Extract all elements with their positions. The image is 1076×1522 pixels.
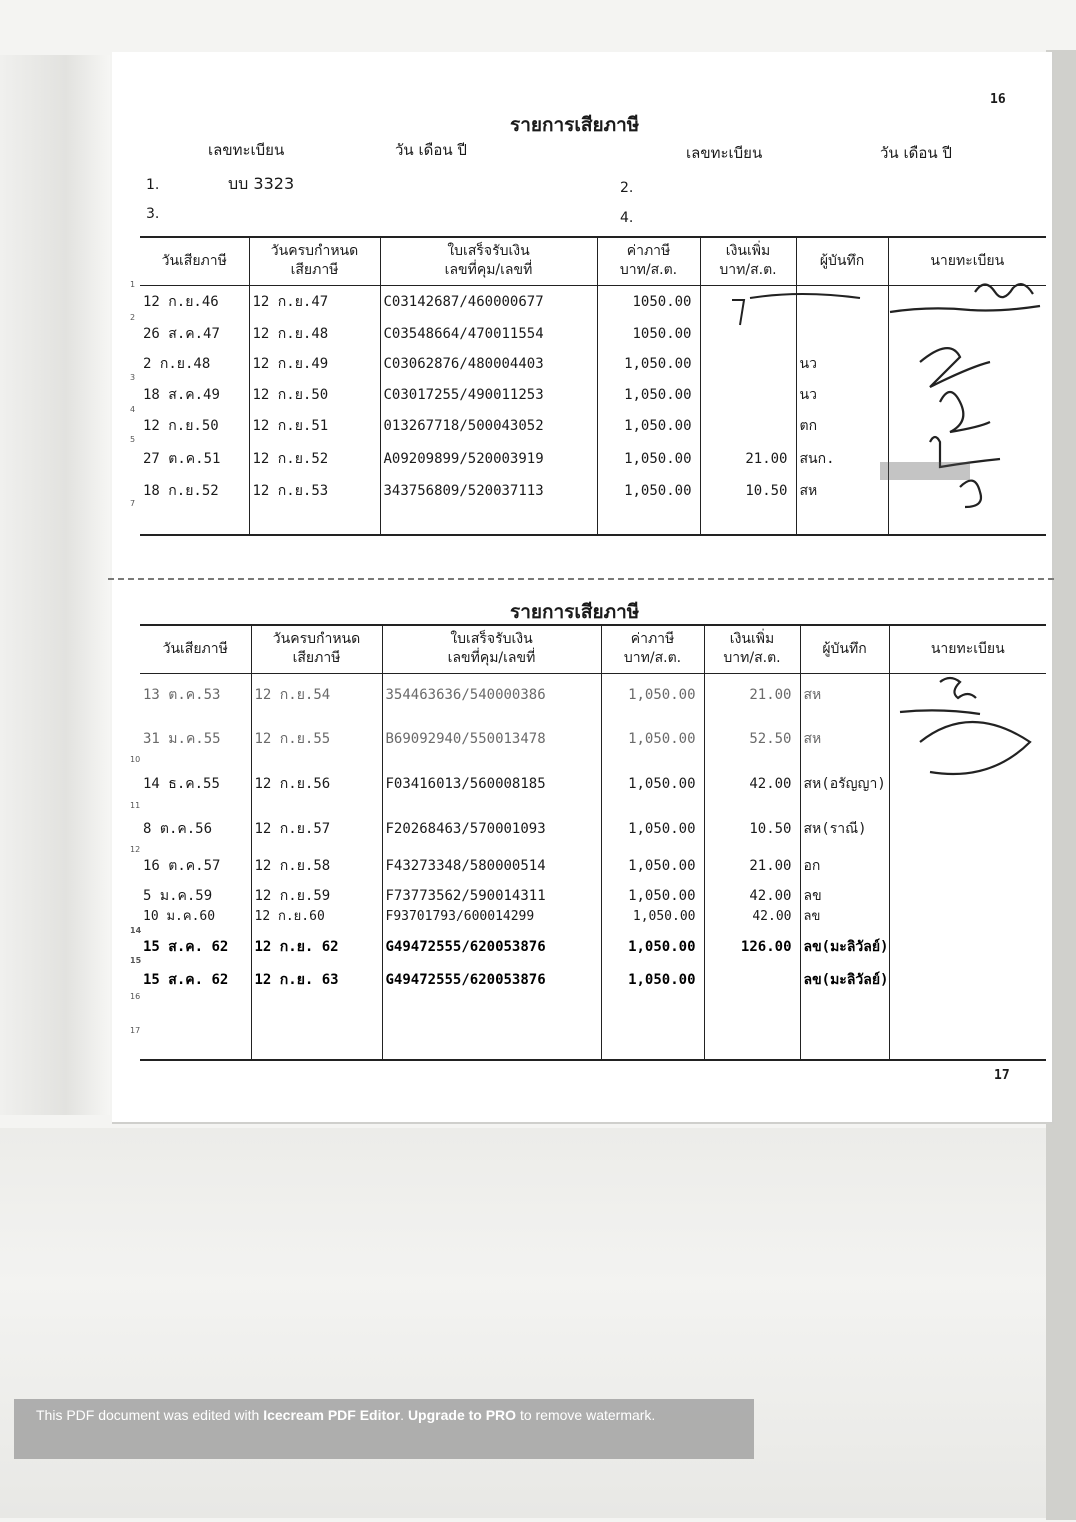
watermark-post: to remove watermark. [516, 1407, 656, 1423]
table-row [140, 851, 1046, 881]
registrar-signatures-top [880, 272, 1050, 512]
col-header-receipt: ใบเสร็จรับเงิน เลขที่คุม/เลขที่ [382, 625, 601, 673]
cell-tax [601, 1032, 704, 1060]
row-number: 16 [130, 992, 141, 1001]
cell-paid-date-text: 12 ก.ย.46 [143, 294, 219, 311]
col-header-recorder: ผู้บันทึก [800, 625, 889, 673]
cell-recorder [800, 911, 889, 932]
cell-tax-text: 1,050.00 [628, 972, 696, 988]
cell-due-date-text: 12 ก.ย.58 [254, 858, 331, 874]
cell-due-date-text: 12 ก.ย.53 [252, 483, 329, 499]
row-number: 1 [130, 279, 136, 289]
table-row [140, 932, 1046, 962]
watermark-brand: Icecream PDF Editor [263, 1407, 401, 1423]
cell-recorder [800, 962, 889, 998]
col-header-paid-date: วันเสียภาษี [140, 625, 251, 673]
cell-extra [704, 717, 800, 761]
cell-recorder [800, 717, 889, 761]
col-header-tax: ค่าภาษี บาท/ส.ต. [601, 625, 704, 673]
cell-extra [700, 349, 796, 379]
cell-extra [700, 411, 796, 441]
cell-tax [601, 761, 704, 807]
row-number: 10 [130, 755, 141, 764]
cell-paid-date [130, 435, 249, 477]
cell-extra-text: 42.00 [749, 776, 792, 792]
row-number: 14 [130, 926, 142, 935]
cell-extra [704, 962, 800, 998]
cell-due-date [249, 285, 380, 319]
watermark-upgrade-link[interactable]: Upgrade to PRO [407, 1407, 517, 1423]
cell-due-date [249, 379, 380, 411]
watermark-banner[interactable]: This PDF document was edited with Icecream PDF Editor. Upgrade to PRO to remove watermark. [14, 1399, 754, 1459]
cell-extra-text: 21.00 [745, 451, 788, 467]
cell-paid-date-text: 5 ม.ค.59 [143, 888, 213, 904]
col-header-due-date: วันครบกำหนด เสียภาษี [249, 237, 380, 285]
col-header-extra: เงินเพิ่ม บาท/ส.ต. [704, 625, 800, 673]
cell-receipt-text: 343756809/520037113 [383, 483, 544, 499]
cell-tax-text: 1,050.00 [628, 888, 696, 904]
cell-recorder-text: ตก [799, 418, 818, 434]
row-number: 3 [130, 373, 136, 382]
cell-paid-date [130, 499, 249, 535]
cell-tax [601, 881, 704, 911]
cell-due-date [251, 911, 382, 932]
cell-receipt-text: C03142687/460000677 [383, 294, 544, 311]
cell-paid-date-text: 8 ต.ค.56 [143, 821, 213, 837]
cell-paid-date [130, 313, 249, 349]
reg-header-1: เลขทะเบียน [208, 141, 285, 159]
cell-recorder-text: นว [799, 356, 817, 372]
cell-receipt-text: F20268463/570001093 [385, 821, 546, 837]
page-number-left: 16 [990, 92, 1006, 107]
cell-paid-date-text: 15 ส.ค. 62 [143, 972, 229, 988]
cell-registrar [889, 807, 1046, 851]
cell-registrar [889, 998, 1046, 1032]
cell-due-date [251, 673, 382, 717]
cell-extra [704, 998, 800, 1032]
cell-tax [597, 319, 700, 349]
cell-receipt [382, 881, 601, 911]
row-number: 11 [130, 801, 141, 810]
cell-tax-text: 1050.00 [632, 326, 692, 342]
cell-tax-text: 1,050.00 [628, 821, 696, 837]
row-number: 5 [130, 435, 136, 444]
cell-paid-date-text: 26 ส.ค.47 [143, 326, 220, 342]
cell-extra [700, 379, 796, 411]
col-header-due-date: วันครบกำหนด เสียภาษี [251, 625, 382, 673]
row-number: 4 [130, 405, 136, 414]
cell-receipt [382, 851, 601, 881]
cell-tax [601, 807, 704, 851]
cell-due-date [249, 411, 380, 441]
cell-receipt-text: 013267718/500043052 [383, 418, 544, 434]
cell-recorder-text: อก [803, 858, 821, 874]
cell-receipt-text: G49472555/620053876 [385, 972, 546, 988]
cell-extra [704, 908, 800, 932]
cell-extra-text: 10.50 [749, 821, 792, 837]
cell-recorder [800, 998, 889, 1032]
checkmark-stamp [730, 290, 870, 330]
cell-paid-date-text: 13 ต.ค.53 [143, 687, 221, 704]
cell-receipt [382, 673, 601, 717]
cell-tax [601, 962, 704, 998]
cell-extra [700, 505, 796, 535]
cell-receipt-text: 354463636/540000386 [385, 687, 546, 704]
reg-header-2: เลขทะเบียน [686, 144, 763, 162]
row-number: 15 [130, 956, 142, 965]
cell-due-date [251, 998, 382, 1032]
page-title-bottom: รายการเสียภาษี [510, 601, 640, 623]
cell-recorder-text: นว [799, 387, 817, 403]
col-header-registrar: นายทะเบียน [889, 625, 1046, 673]
date-header-2: วัน เดือน ปี [880, 144, 952, 162]
cell-recorder [800, 807, 889, 851]
cell-receipt [382, 932, 601, 962]
cell-paid-date-text: 2 ก.ย.48 [143, 356, 211, 372]
cell-registrar [889, 962, 1046, 998]
cell-tax-text: 1,050.00 [632, 908, 696, 924]
cell-recorder-text: สห(อรัญญา) [803, 776, 886, 792]
cell-recorder [796, 411, 888, 441]
watermark-pre: This PDF document was edited with [36, 1407, 264, 1423]
cell-receipt-text: B69092940/550013478 [385, 731, 546, 747]
cell-due-date-text: 12 ก.ย.49 [252, 356, 329, 372]
cell-extra [704, 807, 800, 851]
cell-recorder-text: สนก. [799, 451, 835, 467]
cell-paid-date-text: 15 ส.ค. 62 [143, 939, 229, 955]
col-header-extra: เงินเพิ่ม บาท/ส.ต. [700, 237, 796, 285]
cell-due-date-text: 12 ก.ย.54 [254, 687, 331, 704]
cell-tax-text: 1,050.00 [624, 451, 692, 467]
cell-due-date [249, 319, 380, 349]
cell-receipt [382, 998, 601, 1032]
cell-extra [704, 932, 800, 962]
cell-paid-date-text: 27 ต.ค.51 [143, 451, 221, 467]
cell-recorder-text: สห [799, 483, 818, 499]
col-header-paid-date: วันเสียภาษี [140, 237, 249, 285]
cell-paid-date [130, 279, 249, 319]
cell-tax-text: 1,050.00 [628, 776, 696, 792]
cell-extra-text: 10.50 [745, 483, 788, 499]
cell-recorder [796, 349, 888, 379]
cell-paid-date [130, 845, 251, 881]
cell-tax-text: 1050.00 [632, 294, 692, 311]
cell-receipt [382, 1032, 601, 1060]
table-row [140, 911, 1046, 932]
cell-receipt [380, 379, 597, 411]
cell-tax [597, 477, 700, 505]
cell-due-date [251, 1032, 382, 1060]
cell-tax [597, 411, 700, 441]
cell-recorder-text: สห(ราณี) [803, 821, 867, 837]
cell-receipt-text: C03017255/490011253 [383, 387, 544, 403]
registrar-signatures-bottom [880, 672, 1060, 782]
cell-paid-date [140, 911, 251, 932]
cell-tax-text: 1,050.00 [628, 939, 696, 955]
cell-extra [704, 851, 800, 881]
row-number: 12 [130, 845, 141, 854]
cell-receipt [382, 717, 601, 761]
cell-due-date-text: 12 ก.ย.51 [252, 418, 329, 434]
cell-recorder [800, 932, 889, 962]
cell-receipt-text: A09209899/520003919 [383, 451, 544, 467]
scan-bottom-shadow [0, 1128, 1076, 1518]
cell-receipt-text: F43273348/580000514 [385, 858, 546, 874]
cell-paid-date [140, 477, 249, 505]
cell-registrar [889, 911, 1046, 932]
cell-receipt [380, 349, 597, 379]
cell-extra-text: 42.00 [749, 888, 792, 904]
cell-recorder-text: ลข(มะลิวัลย์) [803, 939, 889, 955]
table-row [140, 807, 1046, 851]
cell-extra [704, 761, 800, 807]
cell-paid-date-text: 14 ธ.ค.55 [143, 776, 220, 792]
cell-tax-text: 1,050.00 [624, 356, 692, 372]
cell-tax [597, 285, 700, 319]
cell-receipt [382, 761, 601, 807]
reg-row-1-number: 1. [146, 177, 160, 193]
cell-extra-text: 126.00 [740, 939, 792, 955]
col-header-registrar: นายทะเบียน [888, 237, 1046, 285]
page-number-right: 17 [994, 1068, 1010, 1083]
cell-paid-date [140, 349, 249, 379]
cell-extra-text: 52.50 [749, 731, 792, 747]
cell-tax-text: 1,050.00 [624, 418, 692, 434]
cell-due-date [251, 761, 382, 807]
cell-recorder [800, 761, 889, 807]
cell-recorder [800, 673, 889, 717]
cell-registrar [889, 851, 1046, 881]
cell-tax-text: 1,050.00 [624, 483, 692, 499]
cell-due-date [251, 881, 382, 911]
cell-tax [601, 932, 704, 962]
cell-recorder [800, 1032, 889, 1060]
cell-due-date [251, 851, 382, 881]
cell-receipt [382, 908, 601, 932]
cell-receipt-text: F73773562/590014311 [385, 888, 546, 904]
cell-due-date [251, 807, 382, 851]
cell-paid-date [130, 373, 249, 411]
col-header-receipt: ใบเสร็จรับเงิน เลขที่คุม/เลขที่ [380, 237, 597, 285]
cell-paid-date [130, 926, 251, 962]
cell-due-date-text: 12 ก.ย.52 [252, 451, 329, 467]
cell-recorder [796, 505, 888, 535]
table-row [140, 998, 1046, 1032]
cell-paid-date [140, 673, 251, 717]
cell-tax [601, 673, 704, 717]
cell-due-date-text: 12 ก.ย. 63 [254, 972, 339, 988]
cell-due-date-text: 12 ก.ย.60 [254, 909, 325, 924]
table-row [140, 962, 1046, 998]
row-number: 17 [130, 1026, 141, 1035]
col-header-tax: ค่าภาษี บาท/ส.ต. [597, 237, 700, 285]
cell-receipt-text: F93701793/600014299 [385, 908, 535, 924]
cell-due-date [249, 505, 380, 535]
cell-paid-date [140, 717, 251, 761]
cell-paid-date [130, 405, 249, 441]
cell-due-date [249, 349, 380, 379]
cell-tax [597, 379, 700, 411]
cell-recorder [800, 851, 889, 881]
cell-tax [601, 908, 704, 932]
cell-recorder-text: ลข [803, 909, 821, 924]
cell-recorder-text: สห [803, 687, 822, 704]
cell-tax-text: 1,050.00 [628, 858, 696, 874]
cell-tax [597, 349, 700, 379]
cell-extra-text: 21.00 [749, 687, 792, 704]
cell-extra [700, 477, 796, 505]
cell-receipt [380, 285, 597, 319]
table-row [140, 881, 1046, 911]
cell-recorder [796, 379, 888, 411]
cell-recorder [800, 881, 889, 911]
cell-receipt-text: C03548664/470011554 [383, 326, 544, 342]
cell-paid-date-text: 18 ส.ค.49 [143, 387, 220, 403]
cell-receipt [382, 962, 601, 998]
cell-recorder [796, 441, 888, 477]
cell-tax-text: 1,050.00 [628, 731, 696, 747]
cell-due-date [249, 477, 380, 505]
cell-tax [601, 717, 704, 761]
cell-due-date-text: 12 ก.ย. 62 [254, 939, 339, 955]
cell-extra [704, 673, 800, 717]
cell-paid-date-text: 31 ม.ค.55 [143, 731, 221, 747]
row-number: 7 [130, 499, 136, 508]
cell-receipt [380, 411, 597, 441]
cell-tax-text: 1,050.00 [624, 387, 692, 403]
cell-due-date-text: 12 ก.ย.55 [254, 731, 331, 747]
cell-paid-date-text: 16 ต.ค.57 [143, 858, 221, 874]
cell-tax [597, 441, 700, 477]
row-number: 2 [130, 313, 136, 322]
col-header-recorder: ผู้บันทึก [796, 237, 888, 285]
table-row [140, 1032, 1046, 1060]
cell-receipt-text: G49472555/620053876 [385, 939, 546, 955]
cell-due-date-text: 12 ก.ย.57 [254, 821, 331, 837]
cell-registrar [889, 932, 1046, 962]
cell-recorder-text: ลข(มะลิวัลย์) [803, 972, 889, 988]
cell-paid-date-text: 18 ก.ย.52 [143, 483, 219, 499]
cell-due-date-text: 12 ก.ย.59 [254, 888, 331, 904]
cell-due-date [249, 441, 380, 477]
cell-paid-date-text: 10 ม.ค.60 [143, 909, 216, 924]
reg-row-3-number: 3. [146, 206, 160, 222]
cell-tax-text: 1,050.00 [628, 687, 696, 704]
page-title-top: รายการเสียภาษี [510, 114, 640, 136]
reg-row-1-value: บบ 3323 [228, 174, 295, 193]
cell-receipt [380, 505, 597, 535]
cell-tax [601, 851, 704, 881]
cell-due-date [251, 717, 382, 761]
cell-receipt [380, 319, 597, 349]
reg-row-2-number: 2. [620, 180, 634, 196]
cell-receipt-text: C03062876/480004403 [383, 356, 544, 372]
cell-recorder-text: สห [803, 731, 822, 747]
cell-due-date [251, 932, 382, 962]
cell-extra-text: 42.00 [752, 908, 792, 924]
cell-receipt-text: F03416013/560008185 [385, 776, 546, 792]
cell-extra [700, 441, 796, 477]
cell-due-date [251, 962, 382, 998]
cell-registrar [889, 881, 1046, 911]
cell-paid-date-text: 12 ก.ย.50 [143, 418, 219, 434]
cell-extra [704, 1032, 800, 1060]
cell-receipt [382, 807, 601, 851]
cell-recorder-text: ลข [803, 888, 822, 904]
cell-due-date-text: 12 ก.ย.56 [254, 776, 331, 792]
cell-paid-date [140, 881, 251, 911]
cell-receipt [380, 441, 597, 477]
cell-registrar [889, 1032, 1046, 1060]
cell-due-date-text: 12 ก.ย.50 [252, 387, 329, 403]
cell-due-date-text: 12 ก.ย.47 [252, 294, 329, 311]
scan-edge-shadow [0, 55, 110, 1115]
page-fold-line [108, 578, 1054, 590]
cell-extra-text: 21.00 [749, 858, 792, 874]
cell-paid-date [130, 1026, 251, 1060]
reg-row-4-number: 4. [620, 210, 634, 226]
date-header-1: วัน เดือน ปี [395, 141, 467, 159]
cell-extra [704, 881, 800, 911]
cell-due-date-text: 12 ก.ย.48 [252, 326, 329, 342]
cell-receipt [380, 477, 597, 505]
cell-tax [601, 998, 704, 1032]
cell-recorder [796, 477, 888, 505]
cell-tax [597, 505, 700, 535]
